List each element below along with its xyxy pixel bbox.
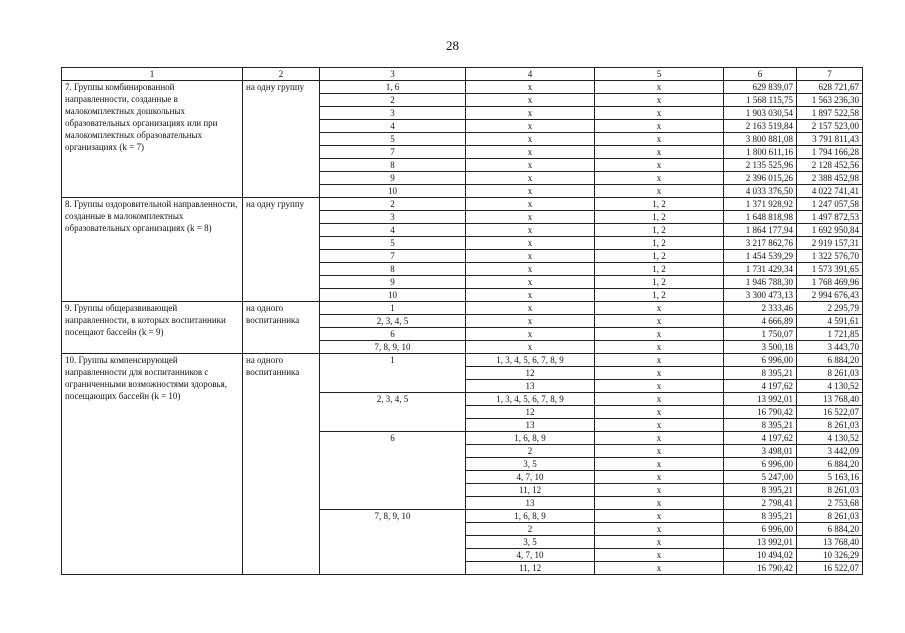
category-cell: х [466, 263, 595, 276]
age-group-cell: 5 [320, 237, 466, 250]
cost-value-cell: 3 800 881,08 [724, 133, 797, 146]
cost-value-cell: 2 135 525,96 [724, 159, 797, 172]
period-cell: 1, 2 [595, 250, 724, 263]
cost-value-cell: 6 996,00 [724, 523, 797, 536]
cost-value-cell: 1 768 469,96 [797, 276, 863, 289]
header-col-6: 6 [724, 68, 797, 81]
category-cell: 13 [466, 497, 595, 510]
period-cell: х [595, 406, 724, 419]
cost-value-cell: 1 247 057,58 [797, 198, 863, 211]
cost-value-cell: 13 992,01 [724, 393, 797, 406]
period-cell: х [595, 341, 724, 354]
cost-value-cell: 6 996,00 [724, 458, 797, 471]
cost-value-cell: 4 197,62 [724, 432, 797, 445]
page-number: 28 [446, 38, 459, 53]
cost-value-cell: 2 128 452,56 [797, 159, 863, 172]
age-group-cell: 7, 8, 9, 10 [320, 341, 466, 354]
cost-value-cell: 8 395,21 [724, 367, 797, 380]
cost-value-cell: 3 791 811,43 [797, 133, 863, 146]
age-group-cell: 10 [320, 185, 466, 198]
age-group-cell: 2, 3, 4, 5 [320, 315, 466, 328]
age-group-cell: 4 [320, 224, 466, 237]
category-cell: х [466, 250, 595, 263]
period-cell: х [595, 302, 724, 315]
cost-value-cell: 1 864 177,94 [724, 224, 797, 237]
category-cell: х [466, 211, 595, 224]
header-col-2: 2 [243, 68, 320, 81]
age-group-cell: 9 [320, 276, 466, 289]
header-col-7: 7 [797, 68, 863, 81]
cost-value-cell: 2 157 523,00 [797, 120, 863, 133]
period-cell: х [595, 484, 724, 497]
period-cell: 1, 2 [595, 276, 724, 289]
cost-value-cell: 5 247,00 [724, 471, 797, 484]
cost-value-cell: 1 573 391,65 [797, 263, 863, 276]
period-cell: х [595, 172, 724, 185]
cost-value-cell: 1 903 030,54 [724, 107, 797, 120]
cost-value-cell: 3 300 473,13 [724, 289, 797, 302]
cost-value-cell: 2 163 519,84 [724, 120, 797, 133]
period-cell: 1, 2 [595, 211, 724, 224]
period-cell: х [595, 120, 724, 133]
cost-value-cell: 4 022 741,41 [797, 185, 863, 198]
period-cell: х [595, 510, 724, 523]
age-group-cell: 8 [320, 159, 466, 172]
cost-value-cell: 1 897 522,58 [797, 107, 863, 120]
category-cell: х [466, 289, 595, 302]
category-cell: х [466, 328, 595, 341]
age-group-cell: 6 [320, 328, 466, 341]
age-group-cell: 2, 3, 4, 5 [320, 393, 466, 432]
cost-value-cell: 16 522,07 [797, 562, 863, 575]
age-group-cell: 10 [320, 289, 466, 302]
table-row [62, 81, 863, 94]
header-row [62, 68, 863, 81]
cost-value-cell: 1 946 788,30 [724, 276, 797, 289]
category-cell: х [466, 315, 595, 328]
table-row [62, 354, 863, 367]
cost-value-cell: 6 996,00 [724, 354, 797, 367]
cost-value-cell: 8 261,03 [797, 367, 863, 380]
cost-value-cell: 1 322 576,70 [797, 250, 863, 263]
cost-value-cell: 2 333,46 [724, 302, 797, 315]
cost-value-cell: 3 442,09 [797, 445, 863, 458]
group-name: 10. Группы компенсирующей направленности для воспитанников с ограниченными возможностями здоровья, посещающих бассейн (k = 10) [62, 354, 243, 575]
cost-value-cell: 2 798,41 [724, 497, 797, 510]
cost-value-cell: 1 692 950,84 [797, 224, 863, 237]
cost-value-cell: 8 395,21 [724, 510, 797, 523]
age-group-cell: 8 [320, 263, 466, 276]
age-group-cell: 1, 6 [320, 81, 466, 94]
cost-value-cell: 2 753,68 [797, 497, 863, 510]
table-body [62, 81, 863, 575]
category-cell: х [466, 224, 595, 237]
cost-value-cell: 629 839,07 [724, 81, 797, 94]
period-cell: 1, 2 [595, 224, 724, 237]
age-group-cell: 3 [320, 211, 466, 224]
cost-value-cell: 4 130,52 [797, 432, 863, 445]
period-cell: х [595, 562, 724, 575]
cost-value-cell: 1 371 928,92 [724, 198, 797, 211]
cost-value-cell: 1 454 539,29 [724, 250, 797, 263]
cost-value-cell: 4 033 376,50 [724, 185, 797, 198]
period-cell: 1, 2 [595, 237, 724, 250]
category-cell: 4, 7, 10 [466, 549, 595, 562]
category-cell: х [466, 276, 595, 289]
category-cell: х [466, 341, 595, 354]
period-cell: х [595, 328, 724, 341]
header-col-1: 1 [62, 68, 243, 81]
category-cell: 12 [466, 367, 595, 380]
period-cell: х [595, 81, 724, 94]
period-cell: х [595, 419, 724, 432]
cost-value-cell: 3 443,70 [797, 341, 863, 354]
cost-value-cell: 16 790,42 [724, 406, 797, 419]
cost-value-cell: 1 750,07 [724, 328, 797, 341]
cost-value-cell: 6 884,20 [797, 354, 863, 367]
cost-value-cell: 1 563 236,30 [797, 94, 863, 107]
age-group-cell: 3 [320, 107, 466, 120]
category-cell: х [466, 133, 595, 146]
category-cell: х [466, 185, 595, 198]
group-unit: на одну группу [243, 81, 320, 198]
category-cell: 13 [466, 419, 595, 432]
period-cell: х [595, 536, 724, 549]
period-cell: х [595, 380, 724, 393]
cost-value-cell: 2 396 015,26 [724, 172, 797, 185]
period-cell: 1, 2 [595, 263, 724, 276]
cost-value-cell: 8 261,03 [797, 484, 863, 497]
category-cell: 4, 7, 10 [466, 471, 595, 484]
cost-value-cell: 16 522,07 [797, 406, 863, 419]
cost-value-cell: 13 768,40 [797, 536, 863, 549]
period-cell: х [595, 497, 724, 510]
period-cell: х [595, 393, 724, 406]
header-col-3: 3 [320, 68, 466, 81]
cost-value-cell: 1 721,85 [797, 328, 863, 341]
period-cell: х [595, 133, 724, 146]
period-cell: х [595, 107, 724, 120]
cost-value-cell: 13 768,40 [797, 393, 863, 406]
cost-value-cell: 1 648 818,98 [724, 211, 797, 224]
age-group-cell: 5 [320, 133, 466, 146]
category-cell: х [466, 159, 595, 172]
cost-value-cell: 1 794 166,28 [797, 146, 863, 159]
category-cell: х [466, 120, 595, 133]
age-group-cell: 1 [320, 354, 466, 393]
period-cell: х [595, 471, 724, 484]
group-name: 7. Группы комбинированной направленности, созданные в малокомплектных дошкольных образовательных организациях или при малокомплектных образовательных организациях (k = 7) [62, 81, 243, 198]
cost-value-cell: 4 197,62 [724, 380, 797, 393]
cost-value-cell: 1 800 611,16 [724, 146, 797, 159]
group-name: 9. Группы общеразвивающей направленности, в которых воспитанники посещают бассейн (k = 9) [62, 302, 243, 354]
cost-value-cell: 4 591,61 [797, 315, 863, 328]
period-cell: х [595, 432, 724, 445]
age-group-cell: 2 [320, 94, 466, 107]
cost-value-cell: 6 884,20 [797, 458, 863, 471]
category-cell: 3, 5 [466, 458, 595, 471]
period-cell: х [595, 354, 724, 367]
period-cell: х [595, 185, 724, 198]
period-cell: 1, 2 [595, 289, 724, 302]
header-col-5: 5 [595, 68, 724, 81]
category-cell: 13 [466, 380, 595, 393]
cost-value-cell: 13 992,01 [724, 536, 797, 549]
period-cell: х [595, 549, 724, 562]
category-cell: 12 [466, 406, 595, 419]
cost-value-cell: 3 498,01 [724, 445, 797, 458]
category-cell: х [466, 146, 595, 159]
cost-value-cell: 6 884,20 [797, 523, 863, 536]
category-cell: 11, 12 [466, 484, 595, 497]
group-unit: на одного воспитанника [243, 302, 320, 354]
category-cell: 2 [466, 445, 595, 458]
category-cell: 3, 5 [466, 536, 595, 549]
category-cell: х [466, 198, 595, 211]
category-cell: 1, 6, 8, 9 [466, 432, 595, 445]
cost-value-cell: 1 568 115,75 [724, 94, 797, 107]
period-cell: х [595, 315, 724, 328]
age-group-cell: 9 [320, 172, 466, 185]
category-cell: 2 [466, 523, 595, 536]
cost-value-cell: 10 326,29 [797, 549, 863, 562]
category-cell: х [466, 81, 595, 94]
cost-value-cell: 2 295,79 [797, 302, 863, 315]
group-unit: на одного воспитанника [243, 354, 320, 575]
period-cell: х [595, 159, 724, 172]
header-col-4: 4 [466, 68, 595, 81]
cost-value-cell: 4 666,89 [724, 315, 797, 328]
cost-table [61, 67, 863, 575]
category-cell: 1, 6, 8, 9 [466, 510, 595, 523]
period-cell: х [595, 146, 724, 159]
cost-value-cell: 16 790,42 [724, 562, 797, 575]
period-cell: 1, 2 [595, 198, 724, 211]
cost-value-cell: 8 261,03 [797, 510, 863, 523]
age-group-cell: 7 [320, 250, 466, 263]
category-cell: х [466, 94, 595, 107]
period-cell: х [595, 523, 724, 536]
cost-value-cell: 10 494,02 [724, 549, 797, 562]
age-group-cell: 4 [320, 120, 466, 133]
table-row [62, 198, 863, 211]
cost-value-cell: 3 500,18 [724, 341, 797, 354]
category-cell: х [466, 107, 595, 120]
group-name: 8. Группы оздоровительной направленности, созданные в малокомплектных образовательных организациях (k = 8) [62, 198, 243, 302]
category-cell: х [466, 237, 595, 250]
cost-value-cell: 8 261,03 [797, 419, 863, 432]
age-group-cell: 7 [320, 146, 466, 159]
period-cell: х [595, 94, 724, 107]
category-cell: х [466, 172, 595, 185]
cost-value-cell: 4 130,52 [797, 380, 863, 393]
category-cell: 1, 3, 4, 5, 6, 7, 8, 9 [466, 354, 595, 367]
cost-value-cell: 2 388 452,98 [797, 172, 863, 185]
age-group-cell: 7, 8, 9, 10 [320, 510, 466, 575]
table-row [62, 302, 863, 315]
age-group-cell: 1 [320, 302, 466, 315]
cost-value-cell: 1 731 429,34 [724, 263, 797, 276]
age-group-cell: 2 [320, 198, 466, 211]
cost-value-cell: 3 217 862,76 [724, 237, 797, 250]
cost-value-cell: 2 994 676,43 [797, 289, 863, 302]
cost-value-cell: 1 497 872,53 [797, 211, 863, 224]
period-cell: х [595, 458, 724, 471]
age-group-cell: 6 [320, 432, 466, 510]
group-unit: на одну группу [243, 198, 320, 302]
cost-value-cell: 2 919 157,31 [797, 237, 863, 250]
category-cell: 1, 3, 4, 5, 6, 7, 8, 9 [466, 393, 595, 406]
category-cell: 11, 12 [466, 562, 595, 575]
period-cell: х [595, 445, 724, 458]
cost-value-cell: 8 395,21 [724, 419, 797, 432]
cost-value-cell: 628 721,67 [797, 81, 863, 94]
category-cell: х [466, 302, 595, 315]
cost-value-cell: 5 163,16 [797, 471, 863, 484]
cost-value-cell: 8 395,21 [724, 484, 797, 497]
period-cell: х [595, 367, 724, 380]
